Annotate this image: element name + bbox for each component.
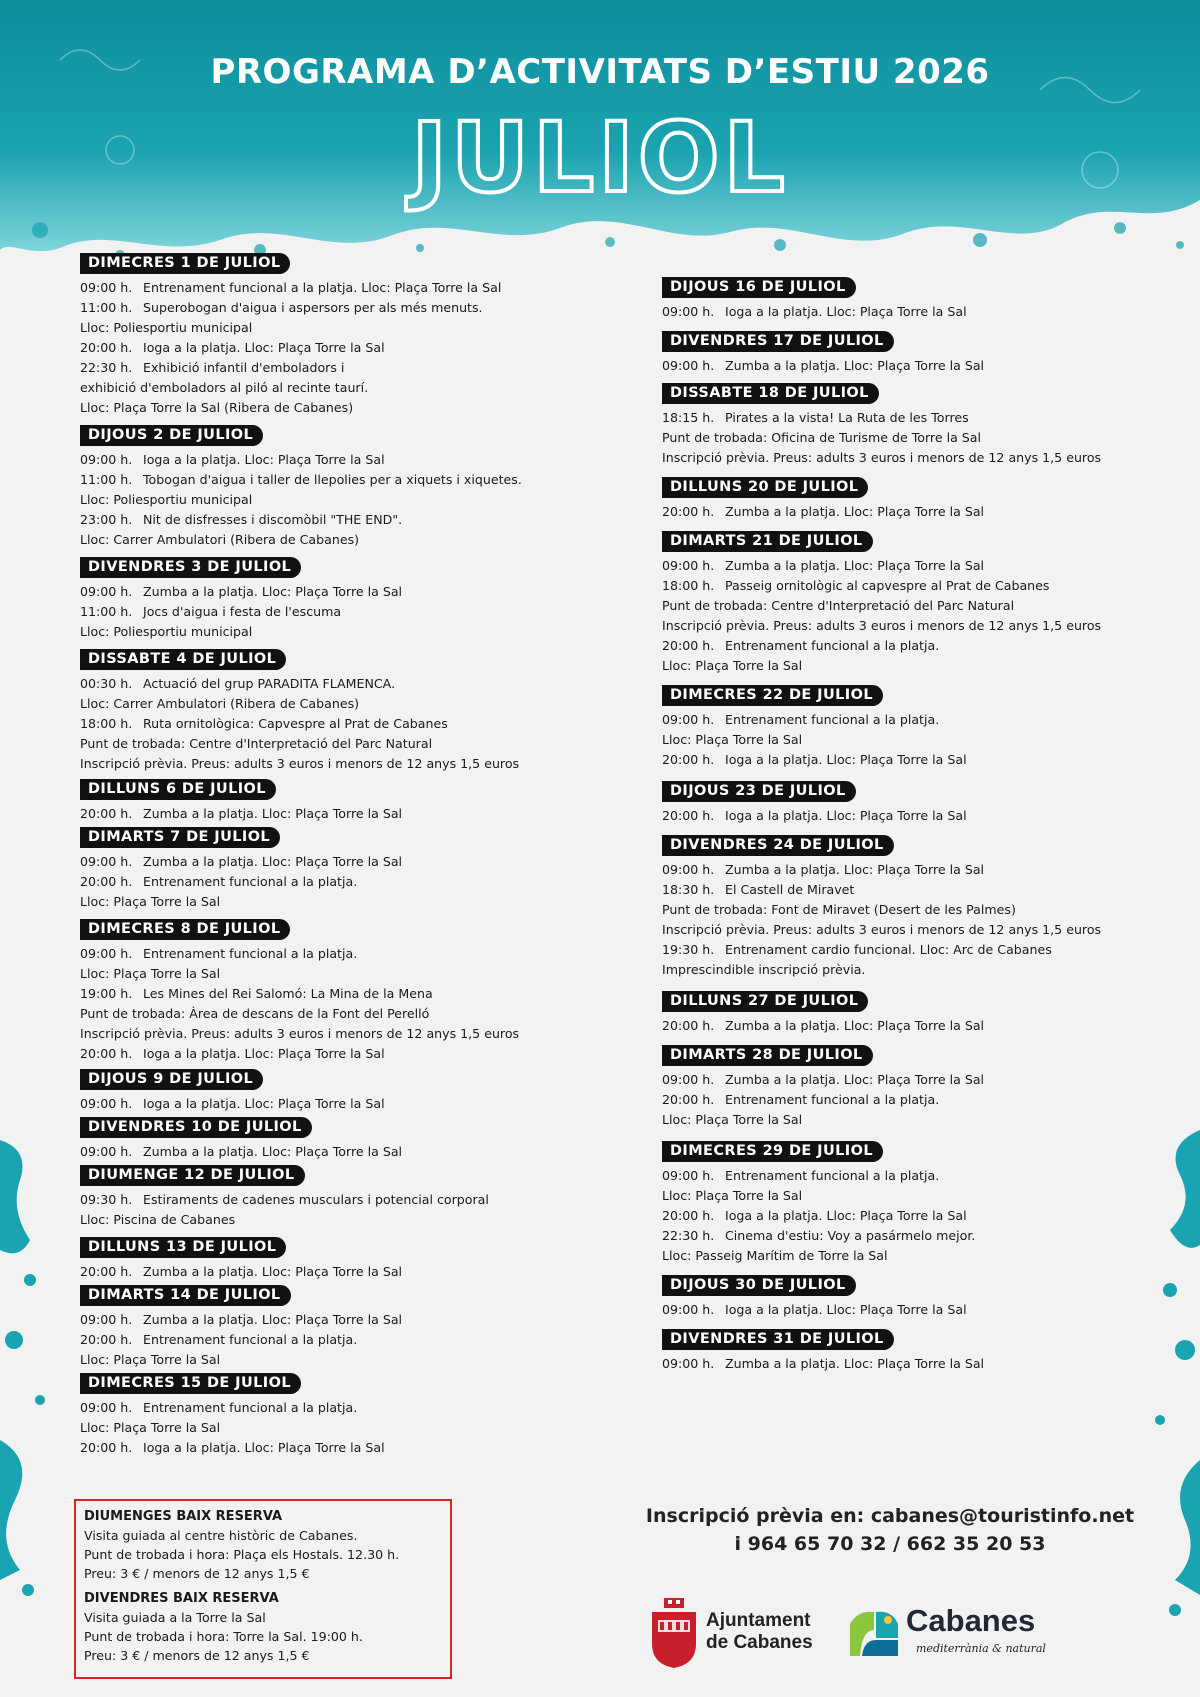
event-row — [80, 852, 550, 872]
event-row — [80, 338, 550, 358]
right-schedule-column — [662, 276, 1132, 1374]
event-row — [662, 860, 1132, 880]
day-block — [662, 330, 1132, 376]
sunday-booking-line: Punt de trobada i hora: Plaça els Hostals. 12.30 h. — [84, 1547, 400, 1562]
event-description: Entrenament funcional a la platja. — [143, 1332, 358, 1347]
event-row — [80, 582, 550, 602]
event-time: 20:00 h. — [80, 806, 133, 821]
day-heading: DIVENDRES 10 DE JULIOL — [80, 1117, 312, 1138]
day-block — [80, 1372, 550, 1458]
event-row — [662, 408, 1132, 428]
event-row — [80, 1310, 550, 1330]
event-description: Zumba a la platja. Lloc: Plaça Torre la Sal — [143, 1264, 403, 1279]
day-heading: DIJOUS 23 DE JULIOL — [662, 781, 856, 802]
event-row — [80, 278, 550, 298]
sunday-booking-title: DIUMENGES BAIX RESERVA — [84, 1509, 283, 1524]
event-detail: Lloc: Plaça Torre la Sal — [662, 1112, 803, 1127]
event-time: 09:00 h. — [662, 862, 715, 877]
event-description: Jocs d'aigua i festa de l'escuma — [143, 604, 342, 619]
event-row — [662, 576, 1132, 596]
day-heading: DIJOUS 16 DE JULIOL — [662, 277, 856, 298]
event-time: 11:00 h. — [80, 472, 133, 487]
event-row — [80, 510, 550, 530]
event-note: Punt de trobada: Centre d'Interpretació del Parc Natural — [662, 598, 1015, 613]
day-heading: DIVENDRES 31 DE JULIOL — [662, 1329, 894, 1350]
event-detail: Lloc: Plaça Torre la Sal — [80, 966, 221, 981]
event-detail: Lloc: Plaça Torre la Sal — [662, 732, 803, 747]
event-description: Zumba a la platja. Lloc: Plaça Torre la Sal — [143, 1144, 403, 1159]
event-time: 09:00 h. — [80, 1400, 133, 1415]
event-time: 20:00 h. — [662, 1018, 715, 1033]
day-block — [662, 990, 1132, 1036]
event-time: 20:00 h. — [662, 1208, 715, 1223]
event-row — [80, 450, 550, 470]
event-time: 09:00 h. — [80, 1144, 133, 1159]
event-description: Zumba a la platja. Lloc: Plaça Torre la Sal — [725, 558, 985, 573]
event-description: Zumba a la platja. Lloc: Plaça Torre la Sal — [725, 358, 985, 373]
event-time: 09:00 h. — [662, 1072, 715, 1087]
left-schedule-column — [80, 252, 550, 1460]
day-heading: DIMECRES 22 DE JULIOL — [662, 685, 883, 706]
day-heading: DIVENDRES 24 DE JULIOL — [662, 835, 894, 856]
event-row — [662, 1206, 1132, 1226]
event-time: 20:00 h. — [662, 504, 715, 519]
day-block — [80, 1068, 550, 1114]
event-time: 20:00 h. — [80, 340, 133, 355]
day-heading: DISSABTE 18 DE JULIOL — [662, 383, 879, 404]
event-description: Ioga a la platja. Lloc: Plaça Torre la Sal — [143, 1046, 385, 1061]
program-title: PROGRAMA D’ACTIVITATS D’ESTIU 2026 — [210, 52, 990, 92]
day-heading: DIVENDRES 17 DE JULIOL — [662, 331, 894, 352]
event-time: 09:00 h. — [80, 280, 133, 295]
day-heading: DIVENDRES 3 DE JULIOL — [80, 557, 301, 578]
event-time: 20:00 h. — [662, 808, 715, 823]
event-time: 22:30 h. — [662, 1228, 715, 1243]
friday-booking-line: Visita guiada a la Torre la Sal — [84, 1610, 266, 1625]
event-row — [80, 358, 550, 378]
event-time: 09:00 h. — [662, 1168, 715, 1183]
event-row — [80, 602, 550, 622]
day-block — [662, 530, 1132, 676]
event-detail: Punt de trobada: Àrea de descans de la Font del Perelló — [80, 1006, 430, 1021]
event-description: Ioga a la platja. Lloc: Plaça Torre la Sal — [143, 1440, 385, 1455]
day-heading: DIMECRES 29 DE JULIOL — [662, 1141, 883, 1162]
event-description: Zumba a la platja. Lloc: Plaça Torre la Sal — [725, 1072, 985, 1087]
day-block — [80, 556, 550, 642]
event-row — [662, 750, 1132, 770]
event-description: Entrenament funcional a la platja. — [725, 1168, 940, 1183]
day-block — [662, 1274, 1132, 1320]
ajuntament-name-line1: Ajuntament — [706, 1610, 811, 1631]
day-block — [80, 648, 550, 774]
contact-info — [590, 1502, 1190, 1558]
event-description: Exhibició infantil d'emboladors i — [143, 360, 345, 375]
day-heading: DIMECRES 15 DE JULIOL — [80, 1373, 301, 1394]
cabanes-brand-icon — [848, 1606, 900, 1658]
friday-booking-line: Preu: 3 € / menors de 12 anys 1,5 € — [84, 1648, 310, 1663]
event-description: Ioga a la platja. Lloc: Plaça Torre la Sal — [143, 452, 385, 467]
event-description: Entrenament funcional a la platja. — [725, 1092, 940, 1107]
event-description: Zumba a la platja. Lloc: Plaça Torre la Sal — [143, 806, 403, 821]
day-block — [80, 778, 550, 824]
day-block — [662, 476, 1132, 522]
event-time: 18:00 h. — [662, 578, 715, 593]
event-note: Inscripció prèvia. Preus: adults 3 euros i menors de 12 anys 1,5 euros — [80, 756, 520, 771]
event-description: Ioga a la platja. Lloc: Plaça Torre la Sal — [143, 1096, 385, 1111]
event-time: 09:00 h. — [80, 946, 133, 961]
event-row — [80, 1094, 550, 1114]
event-description: Zumba a la platja. Lloc: Plaça Torre la Sal — [725, 862, 985, 877]
event-row — [662, 1070, 1132, 1090]
ajuntament-logo — [648, 1598, 818, 1670]
event-description: Entrenament funcional a la platja. — [143, 874, 358, 889]
event-time: 20:00 h. — [662, 638, 715, 653]
event-detail: Lloc: Poliesportiu municipal — [80, 624, 253, 639]
day-block — [80, 1284, 550, 1370]
event-detail: Lloc: Plaça Torre la Sal — [662, 658, 803, 673]
event-row — [80, 984, 550, 1004]
event-row — [662, 710, 1132, 730]
event-time: 09:00 h. — [662, 358, 715, 373]
event-time: 18:15 h. — [662, 410, 715, 425]
event-row — [80, 872, 550, 892]
day-heading: DIJOUS 30 DE JULIOL — [662, 1275, 856, 1296]
day-block — [662, 1044, 1132, 1130]
left-splash-decoration — [0, 1120, 70, 1640]
event-row — [662, 1300, 1132, 1320]
event-row — [662, 806, 1132, 826]
event-detail: Lloc: Poliesportiu municipal — [80, 320, 253, 335]
event-time: 20:00 h. — [80, 1264, 133, 1279]
event-row — [80, 1142, 550, 1162]
day-heading: DILLUNS 20 DE JULIOL — [662, 477, 868, 498]
event-time: 20:00 h. — [80, 1440, 133, 1455]
event-description: Les Mines del Rei Salomó: La Mina de la Mena — [143, 986, 433, 1001]
day-block — [80, 424, 550, 550]
day-heading: DIMARTS 21 DE JULIOL — [662, 531, 873, 552]
right-splash-decoration — [1130, 1120, 1200, 1640]
day-block — [80, 252, 550, 418]
event-time: 18:30 h. — [662, 882, 715, 897]
event-detail: Lloc: Plaça Torre la Sal — [662, 1188, 803, 1203]
ajuntament-name-line2: de Cabanes — [706, 1632, 813, 1653]
event-time: 09:00 h. — [662, 304, 715, 319]
event-time: 23:00 h. — [80, 512, 133, 527]
event-time: 20:00 h. — [80, 874, 133, 889]
event-time: 09:00 h. — [80, 1312, 133, 1327]
event-time: 09:00 h. — [662, 1302, 715, 1317]
event-row — [80, 1190, 550, 1210]
event-description: Ioga a la platja. Lloc: Plaça Torre la Sal — [725, 808, 967, 823]
event-note: Inscripció prèvia. Preus: adults 3 euros i menors de 12 anys 1,5 euros — [662, 450, 1102, 465]
event-time: 18:00 h. — [80, 716, 133, 731]
event-description: Estiraments de cadenes musculars i potencial corporal — [143, 1192, 489, 1207]
event-row — [80, 1044, 550, 1064]
event-description: Ioga a la platja. Lloc: Plaça Torre la Sal — [725, 304, 967, 319]
contact-phone-line[interactable]: i 964 65 70 32 / 662 35 20 53 — [734, 1533, 1046, 1555]
event-description: Passeig ornitològic al capvespre al Prat de Cabanes — [725, 578, 1050, 593]
day-block — [662, 276, 1132, 322]
event-description: Zumba a la platja. Lloc: Plaça Torre la Sal — [143, 1312, 403, 1327]
event-description: Zumba a la platja. Lloc: Plaça Torre la Sal — [143, 854, 403, 869]
event-row — [662, 1354, 1132, 1374]
event-time: 09:00 h. — [80, 1096, 133, 1111]
day-heading: DIMARTS 28 DE JULIOL — [662, 1045, 873, 1066]
event-detail: Lloc: Plaça Torre la Sal — [80, 894, 221, 909]
day-block — [80, 1164, 550, 1230]
event-detail: Lloc: Carrer Ambulatori (Ribera de Cabanes) — [80, 532, 360, 547]
event-description: Zumba a la platja. Lloc: Plaça Torre la Sal — [725, 1018, 985, 1033]
event-description: Actuació del grup PARADITA FLAMENCA. — [143, 676, 396, 691]
event-detail: Lloc: Carrer Ambulatori (Ribera de Cabanes) — [80, 696, 360, 711]
event-description: Tobogan d'aigua i taller de llepolies per a xiquets i xiquetes. — [143, 472, 522, 487]
event-note: Punt de trobada: Font de Miravet (Desert de les Palmes) — [662, 902, 1016, 917]
event-detail: Lloc: Plaça Torre la Sal — [80, 1352, 221, 1367]
event-row — [662, 1016, 1132, 1036]
event-description: Pirates a la vista! La Ruta de les Torres — [725, 410, 969, 425]
event-row — [662, 1090, 1132, 1110]
event-row — [662, 636, 1132, 656]
event-description: Entrenament funcional a la platja. — [725, 712, 940, 727]
day-block — [662, 834, 1132, 980]
event-time: 09:00 h. — [80, 452, 133, 467]
event-time: 20:00 h. — [80, 1046, 133, 1061]
event-detail: Lloc: Poliesportiu municipal — [80, 492, 253, 507]
booking-info-box — [74, 1499, 452, 1679]
day-heading: DILLUNS 6 DE JULIOL — [80, 779, 276, 800]
event-time: 19:30 h. — [662, 942, 715, 957]
event-description: Zumba a la platja. Lloc: Plaça Torre la Sal — [725, 504, 985, 519]
day-block — [662, 780, 1132, 826]
event-time: 09:30 h. — [80, 1192, 133, 1207]
event-row — [662, 502, 1132, 522]
event-description: Entrenament funcional a la platja. — [143, 1400, 358, 1415]
event-detail: Punt de trobada: Centre d'Interpretació del Parc Natural — [80, 736, 433, 751]
event-description: Entrenament funcional a la platja. — [725, 638, 940, 653]
event-row — [80, 470, 550, 490]
event-row — [80, 1330, 550, 1350]
event-note: Inscripció prèvia. Preus: adults 3 euros i menors de 12 anys 1,5 euros — [80, 1026, 520, 1041]
day-block — [662, 684, 1132, 770]
month-title: JULIOL — [411, 102, 789, 214]
sunday-booking-line: Visita guiada al centre històric de Cabanes. — [84, 1528, 358, 1543]
event-row — [80, 1398, 550, 1418]
event-description: Ioga a la platja. Lloc: Plaça Torre la Sal — [725, 1302, 967, 1317]
cabanes-tagline: mediterrània & natural — [916, 1642, 1046, 1655]
event-row — [662, 356, 1132, 376]
day-block — [662, 382, 1132, 468]
event-description: Cinema d'estiu: Voy a pasármelo mejor. — [725, 1228, 976, 1243]
event-time: 09:00 h. — [80, 854, 133, 869]
day-block — [80, 826, 550, 912]
event-description: Entrenament funcional a la platja. — [143, 946, 358, 961]
event-time: 20:00 h. — [662, 1092, 715, 1107]
event-detail: exhibició d'emboladors al piló al recinte taurí. — [80, 380, 369, 395]
event-time: 22:30 h. — [80, 360, 133, 375]
event-row — [662, 1226, 1132, 1246]
event-row — [662, 1166, 1132, 1186]
event-description: Ioga a la platja. Lloc: Plaça Torre la Sal — [725, 752, 967, 767]
event-description: El Castell de Miravet — [725, 882, 855, 897]
event-time: 00:30 h. — [80, 676, 133, 691]
event-description: Entrenament funcional a la platja. Lloc: Plaça Torre la Sal — [143, 280, 502, 295]
day-heading: DIJOUS 9 DE JULIOL — [80, 1069, 263, 1090]
cabanes-tourism-logo — [848, 1600, 1048, 1670]
day-heading: DIMECRES 8 DE JULIOL — [80, 919, 290, 940]
event-detail: Lloc: Piscina de Cabanes — [80, 1212, 236, 1227]
event-row — [80, 804, 550, 824]
event-row — [80, 1438, 550, 1458]
day-heading: DIUMENGE 12 DE JULIOL — [80, 1165, 305, 1186]
contact-email-line[interactable]: Inscripció prèvia en: cabanes@touristinfo.net — [645, 1505, 1135, 1527]
day-heading: DILLUNS 27 DE JULIOL — [662, 991, 868, 1012]
friday-booking-line: Punt de trobada i hora: Torre la Sal. 19:00 h. — [84, 1629, 363, 1644]
event-time: 11:00 h. — [80, 300, 133, 315]
event-row — [80, 674, 550, 694]
event-row — [662, 302, 1132, 322]
friday-booking-title: DIVENDRES BAIX RESERVA — [84, 1591, 279, 1606]
coat-of-arms-icon — [648, 1598, 700, 1670]
event-row — [662, 880, 1132, 900]
event-row — [80, 944, 550, 964]
event-time: 09:00 h. — [662, 1356, 715, 1371]
event-row — [80, 714, 550, 734]
event-note: Punt de trobada: Oficina de Turisme de Torre la Sal — [662, 430, 982, 445]
event-detail: Lloc: Plaça Torre la Sal (Ribera de Cabanes) — [80, 400, 354, 415]
event-row — [80, 1262, 550, 1282]
event-time: 11:00 h. — [80, 604, 133, 619]
event-time: 09:00 h. — [662, 558, 715, 573]
event-time: 20:00 h. — [662, 752, 715, 767]
event-time: 09:00 h. — [662, 712, 715, 727]
event-description: Superobogan d'aigua i aspersors per als més menuts. — [143, 300, 483, 315]
event-description: Zumba a la platja. Lloc: Plaça Torre la Sal — [143, 584, 403, 599]
event-description: Zumba a la platja. Lloc: Plaça Torre la Sal — [725, 1356, 985, 1371]
event-time: 09:00 h. — [80, 584, 133, 599]
day-block — [80, 1236, 550, 1282]
day-block — [662, 1140, 1132, 1266]
event-row — [80, 298, 550, 318]
day-heading: DIMARTS 14 DE JULIOL — [80, 1285, 291, 1306]
day-heading: DIMARTS 7 DE JULIOL — [80, 827, 280, 848]
event-time: 20:00 h. — [80, 1332, 133, 1347]
event-detail: Lloc: Passeig Marítim de Torre la Sal — [662, 1248, 888, 1263]
event-description: Ioga a la platja. Lloc: Plaça Torre la Sal — [143, 340, 385, 355]
event-row — [662, 940, 1132, 960]
event-description: Ioga a la platja. Lloc: Plaça Torre la Sal — [725, 1208, 967, 1223]
cabanes-name: Cabanes — [906, 1603, 1036, 1638]
day-heading: DISSABTE 4 DE JULIOL — [80, 649, 286, 670]
event-note: Inscripció prèvia. Preus: adults 3 euros i menors de 12 anys 1,5 euros — [662, 922, 1102, 937]
event-description: Nit de disfresses i discomòbil "THE END". — [143, 512, 403, 527]
event-note: Inscripció prèvia. Preus: adults 3 euros i menors de 12 anys 1,5 euros — [662, 618, 1102, 633]
day-heading: DIJOUS 2 DE JULIOL — [80, 425, 263, 446]
event-row — [662, 556, 1132, 576]
day-heading: DILLUNS 13 DE JULIOL — [80, 1237, 286, 1258]
day-block — [80, 1116, 550, 1162]
day-heading: DIMECRES 1 DE JULIOL — [80, 253, 290, 274]
sunday-booking-line: Preu: 3 € / menors de 12 anys 1,5 € — [84, 1566, 310, 1581]
event-description: Ruta ornitològica: Capvespre al Prat de Cabanes — [143, 716, 448, 731]
event-description: Entrenament cardio funcional. Lloc: Arc de Cabanes — [725, 942, 1052, 957]
event-detail: Lloc: Plaça Torre la Sal — [80, 1420, 221, 1435]
day-block — [80, 918, 550, 1064]
event-detail: Imprescindible inscripció prèvia. — [662, 962, 866, 977]
day-block — [662, 1328, 1132, 1374]
event-time: 19:00 h. — [80, 986, 133, 1001]
